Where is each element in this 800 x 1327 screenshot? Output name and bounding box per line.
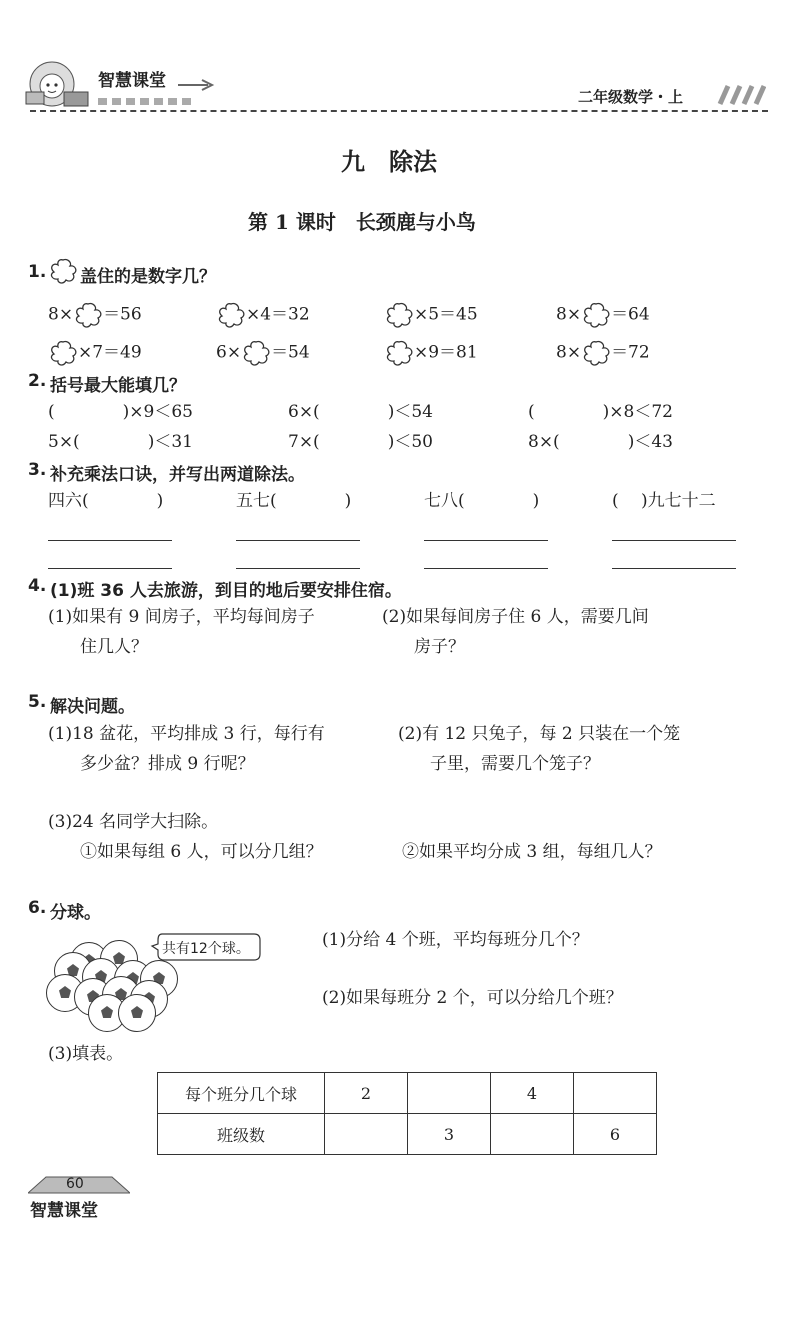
q3-item: ( )九七十二 (612, 491, 716, 511)
q2-item: 6×( )＜54 (288, 402, 433, 422)
q5-sub3-a: ①如果每组 6 人，可以分几组？ (80, 842, 323, 862)
q1-item (216, 340, 310, 366)
table-cell[interactable] (574, 1073, 657, 1114)
q2-number: 2. (28, 371, 47, 391)
answer-line[interactable] (424, 540, 548, 541)
header-mascot (22, 58, 92, 110)
table-cell[interactable]: 2 (325, 1073, 408, 1114)
flower-icon[interactable] (581, 305, 611, 325)
q5-sub1-line2: 多少盆？排成 9 行呢？ (80, 754, 255, 774)
q1-item-suffix: ＝56 (103, 304, 142, 325)
chapter-title: 九 除法 (341, 148, 437, 176)
q2-item: 7×( )＜50 (288, 432, 433, 452)
q1-item-suffix: ×9＝81 (414, 342, 478, 363)
flower-icon[interactable] (216, 305, 246, 325)
answer-line[interactable] (236, 568, 360, 569)
flower-icon[interactable] (384, 305, 414, 325)
q5-number: 5. (28, 692, 47, 712)
q1-item-prefix: 6× (216, 342, 242, 363)
q1-item (556, 340, 650, 366)
q5-sub2-line1: (2)有 12 只兔子，每 2 只装在一个笼 (398, 724, 681, 744)
q5-title: 解决问题。 (50, 697, 135, 717)
q4-sub2-line2: 房子？ (414, 637, 465, 657)
q1-item-suffix: ×7＝49 (78, 342, 142, 363)
q1-item (216, 302, 310, 328)
table-row (158, 1073, 657, 1114)
fill-table (157, 1072, 657, 1155)
q3-title: 补充乘法口诀，并写出两道除法。 (50, 465, 305, 485)
header-slashes (712, 84, 766, 110)
footer-brand: 智慧课堂 (30, 1201, 98, 1221)
q1-item (48, 302, 142, 328)
q5-sub3-b: ②如果平均分成 3 组，每组几人？ (402, 842, 662, 862)
q1-item (384, 302, 478, 328)
table-row-label: 每个班分几个球 (158, 1073, 325, 1114)
q4-title: (1)班 36 人去旅游，到目的地后要安排住宿。 (50, 581, 402, 601)
flower-icon[interactable] (48, 343, 78, 363)
q5-sub3: (3)24 名同学大扫除。 (48, 812, 219, 832)
table-cell[interactable]: 3 (408, 1114, 491, 1155)
q6-sub1: (1)分给 4 个班，平均每班分几个？ (322, 930, 589, 950)
speech-bubble-text: 共有12个球。 (162, 941, 250, 957)
q1-item (384, 340, 478, 366)
table-cell[interactable]: 6 (574, 1114, 657, 1155)
q1-item-prefix: 8× (48, 304, 74, 325)
header-divider (30, 110, 768, 112)
q1-item (48, 340, 142, 366)
q1-item-prefix: 8× (556, 304, 582, 325)
flower-icon[interactable] (73, 305, 103, 325)
q2-item: ( )×9＜65 (48, 402, 193, 422)
q1-item-suffix: ＝54 (271, 342, 310, 363)
q2-item: 5×( )＜31 (48, 432, 193, 452)
q1-title: 盖住的是数字几？ (80, 267, 216, 287)
q4-sub1-line1: (1)如果有 9 间房子，平均每间房子 (48, 607, 315, 627)
q5-sub1-line1: (1)18 盆花，平均排成 3 行，每行有 (48, 724, 325, 744)
q3-item: 七八( ) (424, 491, 540, 511)
answer-line[interactable] (48, 540, 172, 541)
q3-number: 3. (28, 460, 47, 480)
soccer-ball-icon (118, 994, 156, 1032)
header-brand: 智慧课堂 (98, 71, 166, 91)
q1-item-prefix: 8× (556, 342, 582, 363)
q4-sub1-line2: 住几人？ (80, 637, 148, 657)
flower-icon[interactable] (581, 343, 611, 363)
answer-line[interactable] (612, 540, 736, 541)
answer-line[interactable] (236, 540, 360, 541)
table-row (158, 1114, 657, 1155)
header-grade: 二年级数学・上 (578, 88, 684, 106)
flower-icon[interactable] (241, 343, 271, 363)
answer-line[interactable] (48, 568, 172, 569)
table-cell[interactable] (491, 1114, 574, 1155)
q2-item: ( )×8＜72 (528, 402, 673, 422)
answer-line[interactable] (424, 568, 548, 569)
q1-item-suffix: ×4＝32 (246, 304, 310, 325)
answer-line[interactable] (612, 568, 736, 569)
page-number: 60 (66, 1176, 84, 1192)
q1-item-suffix: ×5＝45 (414, 304, 478, 325)
q2-title: 括号最大能填几？ (50, 376, 186, 396)
q5-sub2-line2: 子里，需要几个笼子？ (430, 754, 600, 774)
q2-item: 8×( )＜43 (528, 432, 673, 452)
q3-item: 四六( ) (48, 491, 164, 511)
q4-number: 4. (28, 576, 47, 596)
q4-sub2-line1: (2)如果每间房子住 6 人，需要几间 (382, 607, 649, 627)
table-cell[interactable] (408, 1073, 491, 1114)
table-cell[interactable] (325, 1114, 408, 1155)
q1-number: 1. (28, 262, 47, 282)
flower-icon (48, 258, 78, 284)
q3-item: 五七( ) (236, 491, 352, 511)
lesson-title: 第 1 课时 长颈鹿与小鸟 (248, 210, 476, 234)
header-arrow-icon (178, 76, 218, 95)
q6-number: 6. (28, 898, 47, 918)
q6-sub3: (3)填表。 (48, 1044, 124, 1064)
flower-icon[interactable] (384, 343, 414, 363)
table-cell[interactable]: 4 (491, 1073, 574, 1114)
q6-title: 分球。 (50, 903, 101, 923)
q6-sub2: (2)如果每班分 2 个，可以分给几个班？ (322, 988, 623, 1008)
table-row-label: 班级数 (158, 1114, 325, 1155)
q1-item-suffix: ＝64 (611, 304, 650, 325)
q1-item (556, 302, 650, 328)
q1-item-suffix: ＝72 (611, 342, 650, 363)
